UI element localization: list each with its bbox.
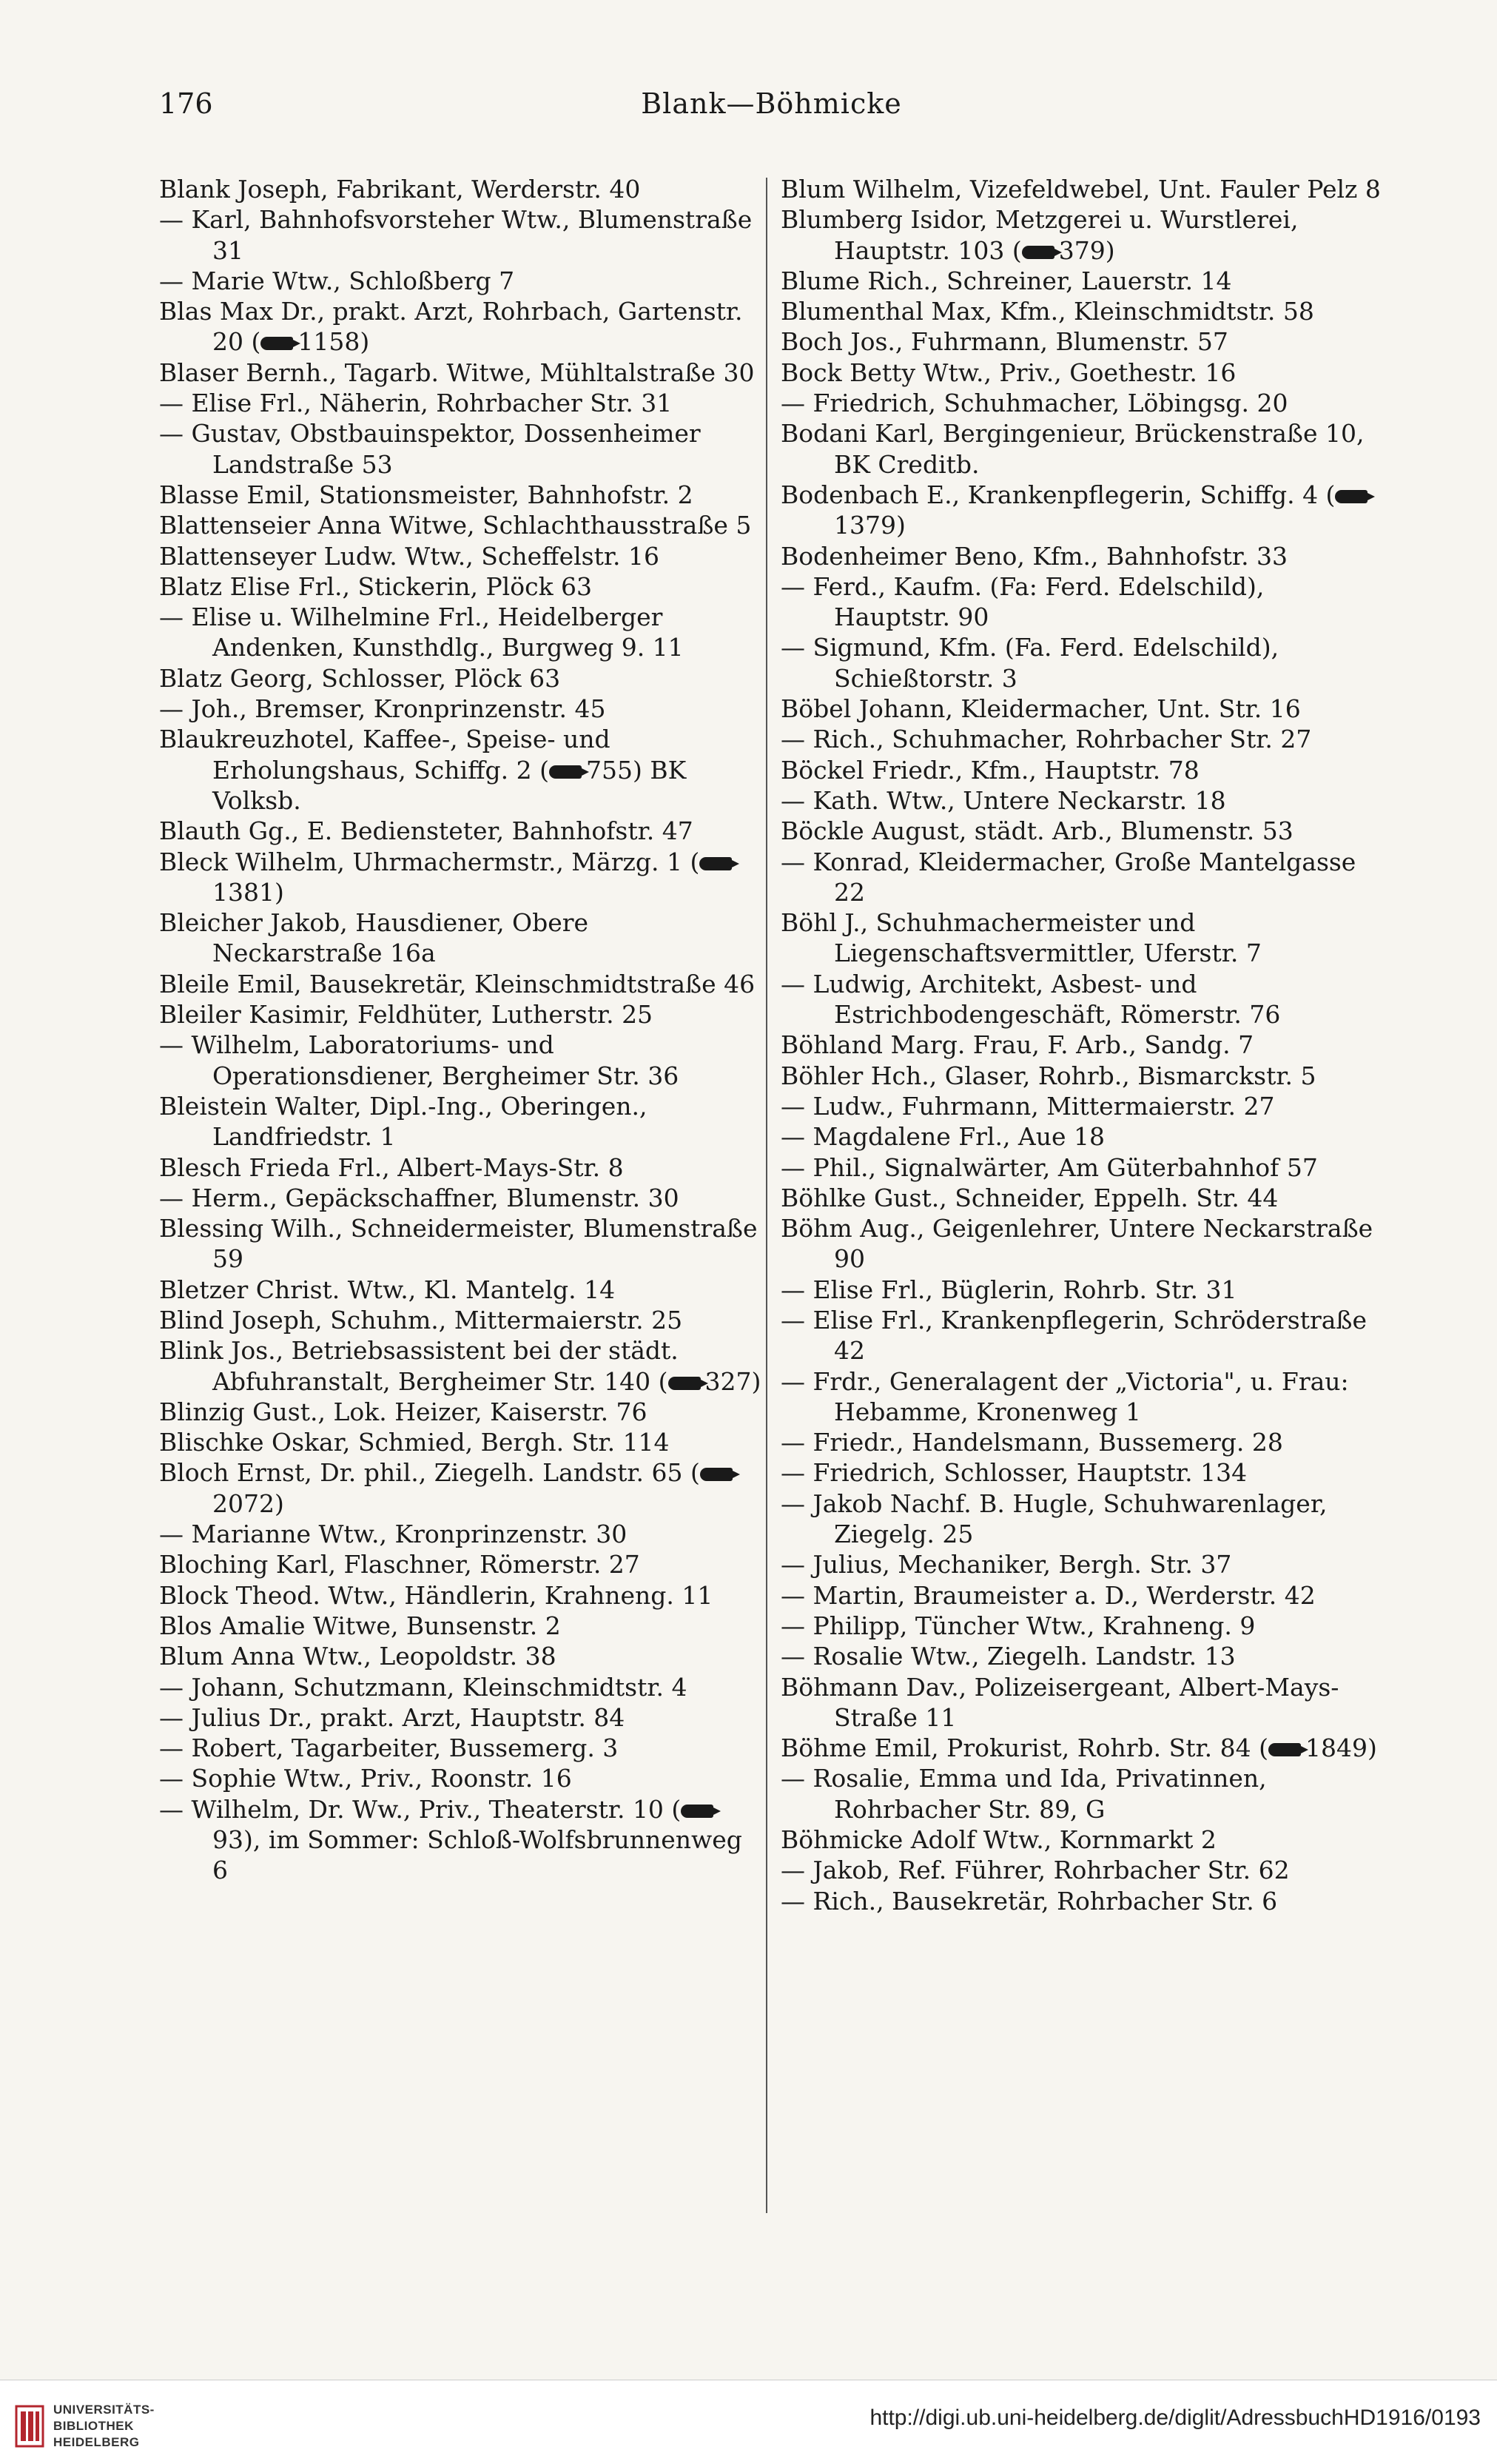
entry-text: — Wilhelm, Laboratoriums- und Operationsdiener, Bergheimer Str. 36 [159, 1030, 679, 1090]
directory-entry [781, 1091, 1387, 1121]
directory-entry [159, 388, 762, 418]
entry-text-suffix: ) [751, 1366, 761, 1396]
entry-text: Blumenthal Max, Kfm., Kleinschmidtstr. 58 [781, 297, 1314, 326]
entry-text-suffix: ) BK Volksb. [212, 755, 687, 815]
entry-text: — Elise u. Wilhelmine Frl., Heidelberger Andenken, Kunsthdlg., Burgweg 9. 11 [159, 602, 684, 662]
entry-text: Böhm Aug., Geigenlehrer, Untere Neckarstraße 90 [781, 1214, 1373, 1274]
entry-text-suffix: ) [360, 327, 370, 357]
entry-text: — Ludw., Fuhrmann, Mittermaierstr. 27 [781, 1091, 1275, 1121]
directory-entry [159, 1457, 762, 1519]
directory-entry [781, 1121, 1387, 1152]
directory-entry [781, 1886, 1387, 1916]
directory-entry [159, 1335, 762, 1397]
entry-text: — Magdalene Frl., Aue 18 [781, 1122, 1106, 1152]
directory-entry [781, 296, 1387, 326]
logo-line-3: HEIDELBERG [53, 2435, 140, 2449]
entry-text: — Rosalie Wtw., Ziegelh. Landstr. 13 [781, 1642, 1236, 1671]
directory-entry [781, 1305, 1387, 1366]
directory-entry [781, 1152, 1387, 1183]
telephone-icon [699, 857, 732, 870]
entry-text: Bloch Ernst, Dr. phil., Ziegelh. Landstr. 65 ( [159, 1458, 700, 1488]
directory-entry [159, 1152, 762, 1183]
phone-number: 755 [586, 755, 633, 785]
directory-entry [159, 847, 762, 908]
entry-text: Boch Jos., Fuhrmann, Blumenstr. 57 [781, 327, 1228, 357]
entry-text: Bloching Karl, Flaschner, Römerstr. 27 [159, 1550, 640, 1580]
directory-entry [781, 541, 1387, 571]
entry-text: Blischke Oskar, Schmied, Bergh. Str. 114 [159, 1428, 670, 1457]
directory-entry [159, 694, 762, 724]
entry-text: Böhl J., Schuhmachermeister und Liegenschaftsvermittler, Uferstr. 7 [781, 908, 1262, 968]
directory-entry [159, 541, 762, 571]
entry-text: — Elise Frl., Krankenpflegerin, Schröderstraße 42 [781, 1305, 1367, 1366]
entry-text: — Friedrich, Schlosser, Hauptstr. 134 [781, 1458, 1248, 1488]
directory-entry [781, 1030, 1387, 1060]
entry-text: Bleicher Jakob, Hausdiener, Obere Neckarstraße 16a [159, 908, 589, 968]
entry-text: Bleiler Kasimir, Feldhüter, Lutherstr. 25 [159, 1000, 653, 1030]
directory-entry [159, 724, 762, 816]
directory-entry [781, 1366, 1387, 1428]
directory-entry [781, 785, 1387, 816]
entry-text: Blattenseyer Ludw. Wtw., Scheffelstr. 16 [159, 541, 659, 571]
telephone-icon [260, 337, 293, 350]
directory-entry [781, 632, 1387, 694]
directory-entry [781, 1183, 1387, 1213]
phone-number: 327 [704, 1366, 752, 1396]
directory-entry [159, 1397, 762, 1427]
directory-entry [781, 755, 1387, 785]
directory-entry [159, 1641, 762, 1671]
entry-text: — Sophie Wtw., Priv., Roonstr. 16 [159, 1764, 572, 1793]
directory-entry [159, 1733, 762, 1763]
directory-entry [781, 1672, 1387, 1733]
directory-entry [781, 1733, 1387, 1763]
directory-entry [781, 1488, 1387, 1550]
directory-entry [781, 1641, 1387, 1671]
directory-entry [781, 1763, 1387, 1824]
entry-text: — Herm., Gepäckschaffner, Blumenstr. 30 [159, 1183, 679, 1212]
entry-text: Böhlke Gust., Schneider, Eppelh. Str. 44 [781, 1183, 1279, 1212]
library-logo [15, 2402, 203, 2454]
directory-entry [159, 480, 762, 510]
directory-entry [781, 724, 1387, 754]
telephone-icon [1268, 1743, 1301, 1756]
entry-text: — Marianne Wtw., Kronprinzenstr. 30 [159, 1520, 628, 1549]
directory-entry [159, 1580, 762, 1611]
phone-number: 1158 [297, 327, 360, 357]
entry-text: — Rosalie, Emma und Ida, Privatinnen, Rohrbacher Str. 89, G [781, 1764, 1267, 1824]
entry-text: Böbel Johann, Kleidermacher, Unt. Str. 16 [781, 694, 1301, 724]
entry-text: — Rich., Bausekretär, Rohrbacher Str. 6 [781, 1886, 1278, 1916]
directory-entry [781, 1457, 1387, 1488]
directory-entry [159, 1794, 762, 1886]
entry-text: Blumberg Isidor, Metzgerei u. Wurstlerei, Hauptstr. 103 ( [781, 205, 1299, 265]
entry-text: Blume Rich., Schreiner, Lauerstr. 14 [781, 266, 1232, 295]
entry-text: — Ferd., Kaufm. (Fa: Ferd. Edelschild), Hauptstr. 90 [781, 571, 1265, 632]
directory-entry [159, 1672, 762, 1702]
entry-text: Blaser Bernh., Tagarb. Witwe, Mühltalstraße 30 [159, 357, 755, 387]
entry-text: — Sigmund, Kfm. (Fa. Ferd. Edelschild), Schießtorstr. 3 [781, 633, 1279, 693]
directory-entry [159, 357, 762, 388]
directory-entry [781, 357, 1387, 388]
directory-entry [159, 174, 762, 204]
entry-text: — Johann, Schutzmann, Kleinschmidtstr. 4 [159, 1672, 687, 1702]
telephone-icon [700, 1468, 733, 1481]
telephone-icon [1022, 246, 1054, 259]
entry-text: — Robert, Tagarbeiter, Bussemerg. 3 [159, 1733, 619, 1763]
entry-text: — Marie Wtw., Schloßberg 7 [159, 266, 515, 295]
directory-entry [159, 510, 762, 540]
directory-entry [159, 1091, 762, 1152]
directory-entry [781, 418, 1387, 480]
directory-entry [159, 1702, 762, 1733]
entry-text: Blasse Emil, Stationsmeister, Bahnhofstr. 2 [159, 480, 693, 509]
page-header [159, 87, 1384, 132]
phone-number: 93 [212, 1825, 243, 1855]
entry-text: Blind Joseph, Schuhm., Mittermaierstr. 25 [159, 1305, 683, 1335]
directory-entry [159, 1519, 762, 1549]
directory-entry [159, 418, 762, 480]
entry-text: — Rich., Schuhmacher, Rohrbacher Str. 27 [781, 725, 1312, 754]
entry-text: Blatz Georg, Schlosser, Plöck 63 [159, 663, 561, 693]
directory-entry [159, 1305, 762, 1335]
entry-text-suffix: ) [1105, 235, 1115, 265]
entry-text: Bodenbach E., Krankenpflegerin, Schiffg. 4 ( [781, 480, 1336, 509]
entry-text-suffix: ) [274, 1488, 284, 1518]
directory-entry [781, 1611, 1387, 1641]
entry-text: Bleck Wilhelm, Uhrmachermstr., Märzg. 1 ( [159, 847, 700, 876]
directory-entry [159, 204, 762, 266]
entry-text: — Philipp, Tüncher Wtw., Krahneng. 9 [781, 1611, 1256, 1640]
directory-entry [781, 174, 1387, 204]
directory-entry [781, 571, 1387, 633]
entry-text: — Friedr., Handelsmann, Bussemerg. 28 [781, 1428, 1283, 1457]
entry-text: Blas Max Dr., prakt. Arzt, Rohrbach, Gartenstr. 20 ( [159, 297, 743, 357]
entry-text: — Joh., Bremser, Kronprinzenstr. 45 [159, 694, 606, 724]
directory-entry [781, 1824, 1387, 1855]
entry-text: Block Theod. Wtw., Händlerin, Krahneng. 11 [159, 1580, 713, 1610]
column-divider [766, 178, 767, 2213]
directory-entry [159, 571, 762, 602]
phone-number: 1379 [834, 511, 896, 540]
entry-text: Bleile Emil, Bausekretär, Kleinschmidtstraße 46 [159, 969, 756, 998]
logo-line-2: BIBLIOTHEK [53, 2419, 134, 2433]
directory-entry [781, 847, 1387, 908]
entry-text: — Martin, Braumeister a. D., Werderstr. 42 [781, 1580, 1316, 1610]
directory-entry [781, 1427, 1387, 1457]
entry-text: Blatz Elise Frl., Stickerin, Plöck 63 [159, 571, 593, 601]
directory-entry [781, 204, 1387, 266]
directory-entry [159, 1763, 762, 1793]
directory-entry [781, 480, 1387, 541]
directory-entry [159, 1213, 762, 1275]
entry-text: Böhmann Dav., Polizeisergeant, Albert-Mays-Straße 11 [781, 1672, 1339, 1732]
directory-entry [159, 296, 762, 357]
entry-text: — Ludwig, Architekt, Asbest- und Estrichbodengeschäft, Römerstr. 76 [781, 969, 1281, 1030]
entry-text: — Elise Frl., Näherin, Rohrbacher Str. 31 [159, 389, 673, 418]
phone-number: 2072 [212, 1488, 275, 1518]
entry-text: Blum Anna Wtw., Leopoldstr. 38 [159, 1642, 556, 1671]
directory-entry [781, 1061, 1387, 1091]
entry-text-suffix: ), im Sommer: Schloß-Wolfsbrunnenweg 6 [212, 1825, 742, 1885]
directory-entry [781, 1549, 1387, 1580]
directory-entry [159, 1427, 762, 1457]
entry-text: — Elise Frl., Büglerin, Rohrb. Str. 31 [781, 1275, 1237, 1304]
directory-entry [159, 816, 762, 846]
entry-text: Böckle August, städt. Arb., Blumenstr. 53 [781, 816, 1294, 846]
directory-entry [159, 969, 762, 999]
left-column [159, 174, 762, 1886]
entry-text: Blesch Frieda Frl., Albert-Mays-Str. 8 [159, 1152, 624, 1182]
entry-text: — Karl, Bahnhofsvorsteher Wtw., Blumenstraße 31 [159, 205, 753, 265]
telephone-icon [1335, 490, 1368, 503]
page-number: 176 [159, 87, 213, 120]
entry-text: — Kath. Wtw., Untere Neckarstr. 18 [781, 785, 1226, 815]
library-logo-text [53, 2402, 155, 2451]
entry-text: Böhmicke Adolf Wtw., Kornmarkt 2 [781, 1825, 1217, 1855]
directory-entry [159, 663, 762, 694]
entry-text: — Frdr., Generalagent der „Victoria", u. Frau: Hebamme, Kronenweg 1 [781, 1366, 1349, 1426]
directory-entry [781, 1275, 1387, 1305]
phone-number: 1849 [1305, 1733, 1368, 1763]
library-logo-icon [15, 2405, 44, 2448]
entry-text-suffix: ) [895, 511, 906, 540]
directory-entry [781, 969, 1387, 1030]
right-column [781, 174, 1387, 1916]
entry-text: Blinzig Gust., Lok. Heizer, Kaiserstr. 76 [159, 1397, 647, 1426]
entry-text-suffix: ) [1367, 1733, 1377, 1763]
entry-text: Blos Amalie Witwe, Bunsenstr. 2 [159, 1611, 561, 1640]
directory-entry [159, 602, 762, 663]
entry-text: — Phil., Signalwärter, Am Güterbahnhof 57 [781, 1152, 1318, 1182]
entry-text: Böhland Marg. Frau, F. Arb., Sandg. 7 [781, 1030, 1254, 1060]
directory-entry [781, 1213, 1387, 1275]
entry-text: — Julius Dr., prakt. Arzt, Hauptstr. 84 [159, 1702, 625, 1732]
entry-text: Blauth Gg., E. Bediensteter, Bahnhofstr. 47 [159, 816, 693, 846]
source-url-link[interactable]: http://digi.ub.uni-heidelberg.de/diglit/AdressbuchHD1916/0193 [869, 2406, 1481, 2430]
phone-number: 379 [1058, 235, 1106, 265]
entry-text: Böhme Emil, Prokurist, Rohrb. Str. 84 ( [781, 1733, 1268, 1763]
entry-text: — Jakob, Ref. Führer, Rohrbacher Str. 62 [781, 1856, 1290, 1885]
entry-text: Blank Joseph, Fabrikant, Werderstr. 40 [159, 175, 641, 204]
entry-text: Bletzer Christ. Wtw., Kl. Mantelg. 14 [159, 1275, 616, 1304]
directory-entry [781, 326, 1387, 357]
entry-text: Böckel Friedr., Kfm., Hauptstr. 78 [781, 755, 1200, 785]
directory-entry [159, 1611, 762, 1641]
entry-text: Bleistein Walter, Dipl.-Ing., Oberingen., Landfriedstr. 1 [159, 1091, 647, 1152]
entry-text: Blattenseier Anna Witwe, Schlachthausstraße 5 [159, 511, 752, 540]
entry-text-suffix: ) [274, 877, 284, 907]
directory-entry [781, 816, 1387, 846]
entry-text: — Gustav, Obstbauinspektor, Dossenheimer Landstraße 53 [159, 419, 701, 479]
directory-entry [159, 1030, 762, 1091]
entry-text: Blaukreuzhotel, Kaffee-, Speise- und Erholungshaus, Schiffg. 2 ( [159, 725, 610, 785]
directory-entry [159, 999, 762, 1030]
logo-line-1: UNIVERSITÄTS- [53, 2403, 155, 2417]
entry-text: Bodenheimer Beno, Kfm., Bahnhofstr. 33 [781, 541, 1288, 571]
entry-text: — Wilhelm, Dr. Ww., Priv., Theaterstr. 10 ( [159, 1794, 682, 1824]
entry-text: Blink Jos., Betriebsassistent bei der städt. Abfuhranstalt, Bergheimer Str. 140 ( [159, 1336, 679, 1396]
directory-entry [159, 1183, 762, 1213]
telephone-icon [681, 1805, 713, 1818]
phone-number: 1381 [212, 877, 275, 907]
directory-entry [781, 694, 1387, 724]
entry-text: — Julius, Mechaniker, Bergh. Str. 37 [781, 1550, 1232, 1580]
directory-entry [781, 1855, 1387, 1885]
entry-text: Blum Wilhelm, Vizefeldwebel, Unt. Fauler Pelz 8 [781, 175, 1381, 204]
directory-entry [159, 1275, 762, 1305]
directory-entry [159, 907, 762, 969]
entry-text: Bodani Karl, Bergingenieur, Brückenstraße 10, BK Creditb. [781, 419, 1365, 479]
telephone-icon [668, 1377, 701, 1390]
entry-text: Bock Betty Wtw., Priv., Goethestr. 16 [781, 357, 1237, 387]
directory-entry [159, 266, 762, 296]
entry-text: Blessing Wilh., Schneidermeister, Blumenstraße 59 [159, 1214, 758, 1274]
entry-text: — Friedrich, Schuhmacher, Löbingsg. 20 [781, 389, 1288, 418]
directory-entry [781, 266, 1387, 296]
directory-entry [159, 1549, 762, 1580]
directory-entry [781, 1580, 1387, 1611]
directory-entry [781, 388, 1387, 418]
running-head: Blank—Böhmicke [641, 87, 902, 120]
telephone-icon [549, 765, 582, 779]
entry-text: — Konrad, Kleidermacher, Große Mantelgasse 22 [781, 847, 1356, 907]
directory-entry [781, 907, 1387, 969]
entry-text: Böhler Hch., Glaser, Rohrb., Bismarckstr. 5 [781, 1061, 1316, 1090]
entry-text: — Jakob Nachf. B. Hugle, Schuhwarenlager, Ziegelg. 25 [781, 1488, 1328, 1549]
